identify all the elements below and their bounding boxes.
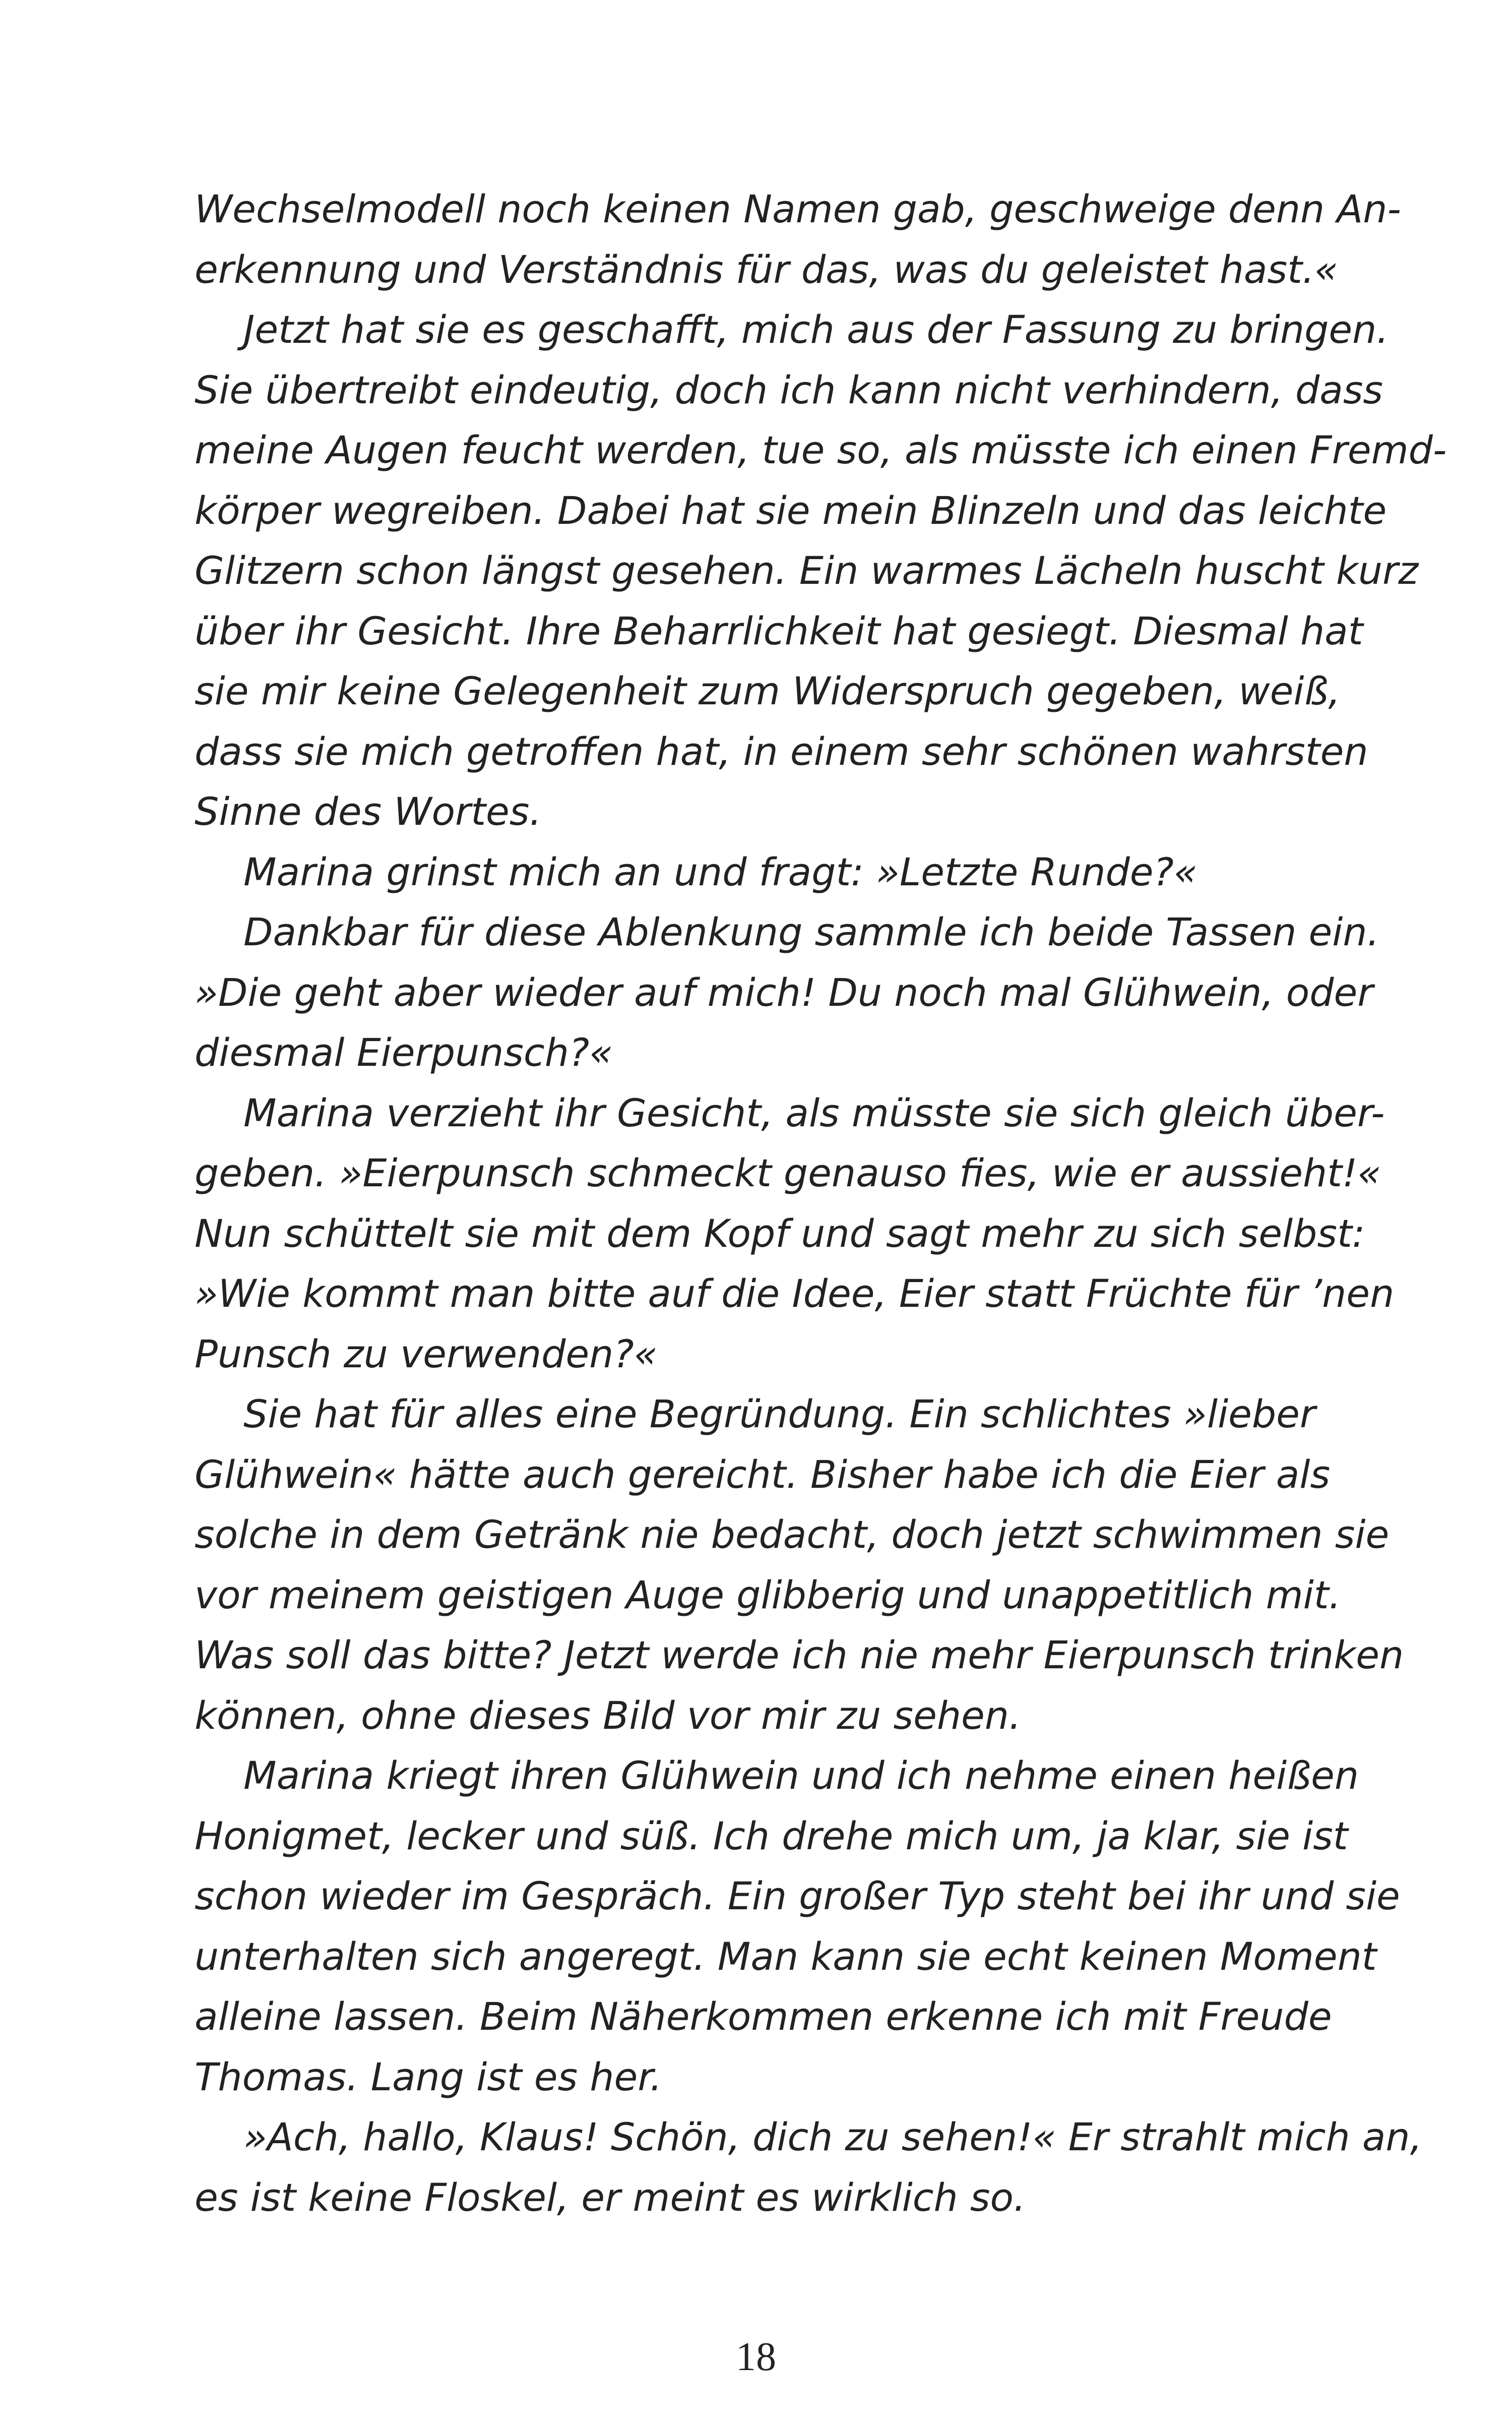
text-line: können, ohne dieses Bild vor mir zu sehen.: [195, 1692, 1022, 1738]
text-line: solche in dem Getränk nie bedacht, doch jetzt schwimmen sie: [195, 1512, 1390, 1557]
text-line: vor meinem geistigen Auge glibberig und unappetitlich mit.: [195, 1572, 1341, 1617]
text-line: Marina kriegt ihren Glühwein und ich nehme einen heißen: [243, 1753, 1359, 1798]
text-line: geben. »Eierpunsch schmeckt genauso fies, wie er aussieht!«: [195, 1151, 1381, 1195]
text-line: Punsch zu verwenden?«: [195, 1331, 658, 1376]
text-line: Glühwein« hätte auch gereicht. Bisher habe ich die Eier als: [195, 1451, 1331, 1497]
text-line: alleine lassen. Beim Näherkommen erkenne ich mit Freude: [195, 1994, 1332, 2039]
text-line: es ist keine Floskel, er meint es wirklich so.: [195, 2174, 1026, 2220]
text-line: Honigmet, lecker und süß. Ich drehe mich um, ja klar, sie ist: [195, 1813, 1348, 1858]
text-line: »Wie kommt man bitte auf die Idee, Eier statt Früchte für ’nen: [195, 1271, 1395, 1316]
text-line: Dankbar für diese Ablenkung sammle ich beide Tassen ein.: [243, 910, 1379, 954]
text-line: meine Augen feucht werden, tue so, als müsste ich einen Fremd-: [195, 428, 1447, 472]
text-line: dass sie mich getroffen hat, in einem sehr schönen wahrsten: [195, 729, 1368, 774]
text-line: »Die geht aber wieder auf mich! Du noch mal Glühwein, oder: [195, 970, 1373, 1015]
body-text: [195, 179, 1447, 2227]
text-line: Wechselmodell noch keinen Namen gab, geschweige denn An-: [195, 187, 1401, 231]
text-line: »Ach, hallo, Klaus! Schön, dich zu sehen!« Er strahlt mich an,: [243, 2114, 1422, 2159]
text-line: unterhalten sich angeregt. Man kann sie echt keinen Moment: [195, 1933, 1377, 1979]
text-line: Sie übertreibt eindeutig, doch ich kann nicht verhindern, dass: [195, 367, 1383, 412]
text-line: Jetzt hat sie es geschafft, mich aus der Fassung zu bringen.: [243, 307, 1389, 352]
text-line: Sie hat für alles eine Begründung. Ein schlichtes »lieber: [243, 1392, 1316, 1436]
text-line: diesmal Eierpunsch?«: [195, 1030, 613, 1075]
text-line: Thomas. Lang ist es her.: [195, 2054, 662, 2099]
text-line: Sinne des Wortes.: [195, 789, 542, 834]
text-line: Glitzern schon längst gesehen. Ein warmes Lächeln huscht kurz: [195, 548, 1419, 593]
text-line: über ihr Gesicht. Ihre Beharrlichkeit hat gesiegt. Diesmal hat: [195, 608, 1363, 653]
text-line: Marina verzieht ihr Gesicht, als müsste sie sich gleich über-: [243, 1090, 1385, 1135]
text-line: Marina grinst mich an und fragt: »Letzte Runde?«: [243, 849, 1198, 894]
text-line: Nun schüttelt sie mit dem Kopf und sagt mehr zu sich selbst:: [195, 1211, 1365, 1256]
page-number: 18: [736, 2335, 776, 2379]
text-line: erkennung und Verständnis für das, was du geleistet hast.«: [195, 247, 1338, 292]
text-line: Was soll das bitte? Jetzt werde ich nie mehr Eierpunsch trinken: [195, 1632, 1404, 1677]
text-line: körper wegreiben. Dabei hat sie mein Blinzeln und das leichte: [195, 488, 1387, 533]
text-line: sie mir keine Gelegenheit zum Widerspruch gegeben, weiß,: [195, 669, 1341, 713]
text-line: schon wieder im Gespräch. Ein großer Typ steht bei ihr und sie: [195, 1873, 1400, 1918]
